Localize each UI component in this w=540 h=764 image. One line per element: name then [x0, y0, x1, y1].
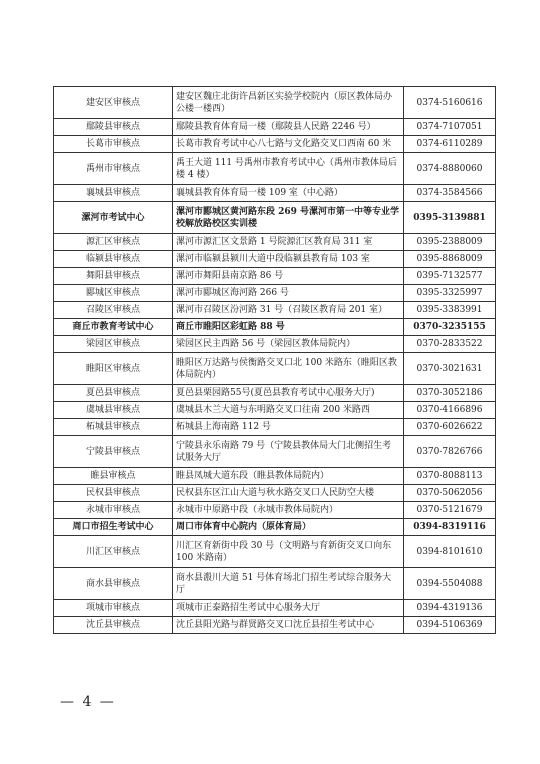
table-row — [54, 251, 496, 268]
cell-phone: 0395-3139881 — [404, 202, 496, 234]
cell-phone: 0374-7107051 — [404, 119, 496, 136]
cell-phone: 0370-2833522 — [404, 336, 496, 353]
cell-address: 梁园区民主西路 56 号（梁园区教体局院内） — [173, 336, 404, 353]
table-body — [54, 87, 496, 634]
cell-address: 睢阳区万达路与侯衡路交叉口北 100 米路东（睢阳区教体局院内） — [173, 353, 404, 385]
table-row — [54, 268, 496, 285]
cell-address: 鄢陵县教育体育局一楼（鄢陵县人民路 2246 号） — [173, 119, 404, 136]
cell-phone: 0370-3021631 — [404, 353, 496, 385]
cell-address: 襄城县教育体育局一楼 109 室（中心路） — [173, 185, 404, 202]
cell-address: 睢县凤城大道东段（睢县教体局院内） — [173, 468, 404, 485]
cell-name: 商水县审核点 — [54, 568, 173, 600]
table-row — [54, 302, 496, 319]
table-row — [54, 600, 496, 617]
cell-name: 禹州市审核点 — [54, 153, 173, 185]
cell-name: 川汇区审核点 — [54, 536, 173, 568]
cell-address: 项城市正泰路招生考试中心服务大厅 — [173, 600, 404, 617]
cell-name: 长葛市审核点 — [54, 136, 173, 153]
review-points-table — [53, 86, 496, 634]
cell-name: 睢阳区审核点 — [54, 353, 173, 385]
table-row — [54, 485, 496, 502]
cell-phone: 0394-4319136 — [404, 600, 496, 617]
cell-phone: 0370-5062056 — [404, 485, 496, 502]
cell-address: 宁陵县永乐南路 79 号（宁陵县教体局大门北侧招生考试服务大厅 — [173, 436, 404, 468]
page-number: — 4 — — [60, 694, 116, 710]
cell-name: 睢县审核点 — [54, 468, 173, 485]
cell-phone: 0370-6026622 — [404, 419, 496, 436]
cell-phone: 0395-3383991 — [404, 302, 496, 319]
cell-address: 漯河市源汇区文景路 1 号院源汇区教育局 311 室 — [173, 234, 404, 251]
cell-name: 永城市审核点 — [54, 502, 173, 519]
cell-phone: 0374-8880060 — [404, 153, 496, 185]
table-row — [54, 234, 496, 251]
cell-phone: 0374-3584566 — [404, 185, 496, 202]
cell-address: 沈丘县阳光路与群贤路交叉口沈丘县招生考试中心 — [173, 617, 404, 634]
table-row — [54, 319, 496, 336]
table-row — [54, 336, 496, 353]
cell-address: 漯河市郾城区黄河路东段 269 号漯河市第一中等专业学校解放路校区实训楼 — [173, 202, 404, 234]
cell-phone: 0395-3325997 — [404, 285, 496, 302]
cell-phone: 0394-8319116 — [404, 519, 496, 536]
cell-name: 舞阳县审核点 — [54, 268, 173, 285]
cell-address: 夏邑县栗园路55号(夏邑县教育考试中心服务大厅) — [173, 385, 404, 402]
cell-name: 民权县审核点 — [54, 485, 173, 502]
cell-name: 召陵区审核点 — [54, 302, 173, 319]
cell-address: 漯河市临颍县颍川大道中段临颍县教育局 103 室 — [173, 251, 404, 268]
cell-phone: 0370-3235155 — [404, 319, 496, 336]
cell-phone: 0370-3052186 — [404, 385, 496, 402]
table-row — [54, 353, 496, 385]
cell-name: 临颍县审核点 — [54, 251, 173, 268]
table-row — [54, 119, 496, 136]
cell-name: 沈丘县审核点 — [54, 617, 173, 634]
cell-address: 漯河市召陵区汾河路 31 号（召陵区教育局 201 室） — [173, 302, 404, 319]
cell-phone: 0395-8868009 — [404, 251, 496, 268]
cell-address: 漯河市舞阳县南京路 86 号 — [173, 268, 404, 285]
table-row — [54, 87, 496, 119]
table-row — [54, 402, 496, 419]
table-row — [54, 153, 496, 185]
cell-name: 柘城县审核点 — [54, 419, 173, 436]
table-row — [54, 285, 496, 302]
cell-name: 夏邑县审核点 — [54, 385, 173, 402]
table-row — [54, 568, 496, 600]
cell-phone: 0374-6110289 — [404, 136, 496, 153]
cell-phone: 0395-2388009 — [404, 234, 496, 251]
cell-address: 民权县东区江山大道与秋水路交叉口人民防空大楼 — [173, 485, 404, 502]
cell-name: 建安区审核点 — [54, 87, 173, 119]
cell-name: 项城市审核点 — [54, 600, 173, 617]
table-row — [54, 185, 496, 202]
cell-address: 周口市体育中心院内（原体育局） — [173, 519, 404, 536]
cell-phone: 0370-8088113 — [404, 468, 496, 485]
cell-phone: 0374-5160616 — [404, 87, 496, 119]
cell-address: 漯河市郾城区海河路 266 号 — [173, 285, 404, 302]
cell-phone: 0370-7826766 — [404, 436, 496, 468]
cell-phone: 0370-5121679 — [404, 502, 496, 519]
cell-address: 建安区魏庄北街许昌新区实验学校院内（原区教体局办公楼一楼西） — [173, 87, 404, 119]
table-row — [54, 436, 496, 468]
table-row — [54, 468, 496, 485]
table-row — [54, 519, 496, 536]
table-row — [54, 502, 496, 519]
cell-name: 郾城区审核点 — [54, 285, 173, 302]
cell-name: 鄢陵县审核点 — [54, 119, 173, 136]
cell-phone: 0394-8101610 — [404, 536, 496, 568]
table-row — [54, 202, 496, 234]
cell-name: 宁陵县审核点 — [54, 436, 173, 468]
cell-name: 虞城县审核点 — [54, 402, 173, 419]
table-row — [54, 385, 496, 402]
table-row — [54, 536, 496, 568]
cell-name: 漯河市考试中心 — [54, 202, 173, 234]
cell-phone: 0370-4166896 — [404, 402, 496, 419]
cell-address: 永城市中原路中段（永城市教体局院内） — [173, 502, 404, 519]
cell-address: 商水县溵川大道 51 号体育场北门招生考试综合服务大厅 — [173, 568, 404, 600]
cell-address: 川汇区育新街中段 30 号（文明路与育新街交叉口向东 100 米路南） — [173, 536, 404, 568]
cell-name: 梁园区审核点 — [54, 336, 173, 353]
cell-address: 虞城县木兰大道与东明路交叉口往南 200 米路西 — [173, 402, 404, 419]
cell-address: 禹王大道 111 号禹州市教育考试中心（禹州市教体局后楼 4 楼） — [173, 153, 404, 185]
cell-phone: 0395-7132577 — [404, 268, 496, 285]
table-row — [54, 136, 496, 153]
table-row — [54, 419, 496, 436]
cell-address: 长葛市教育考试中心八七路与文化路交叉口西南 60 米 — [173, 136, 404, 153]
cell-address: 商丘市睢阳区彩虹路 88 号 — [173, 319, 404, 336]
cell-phone: 0394-5106369 — [404, 617, 496, 634]
cell-phone: 0394-5504088 — [404, 568, 496, 600]
cell-name: 襄城县审核点 — [54, 185, 173, 202]
cell-name: 源汇区审核点 — [54, 234, 173, 251]
table-row — [54, 617, 496, 634]
cell-name: 商丘市教育考试中心 — [54, 319, 173, 336]
cell-name: 周口市招生考试中心 — [54, 519, 173, 536]
cell-address: 柘城县上海南路 112 号 — [173, 419, 404, 436]
